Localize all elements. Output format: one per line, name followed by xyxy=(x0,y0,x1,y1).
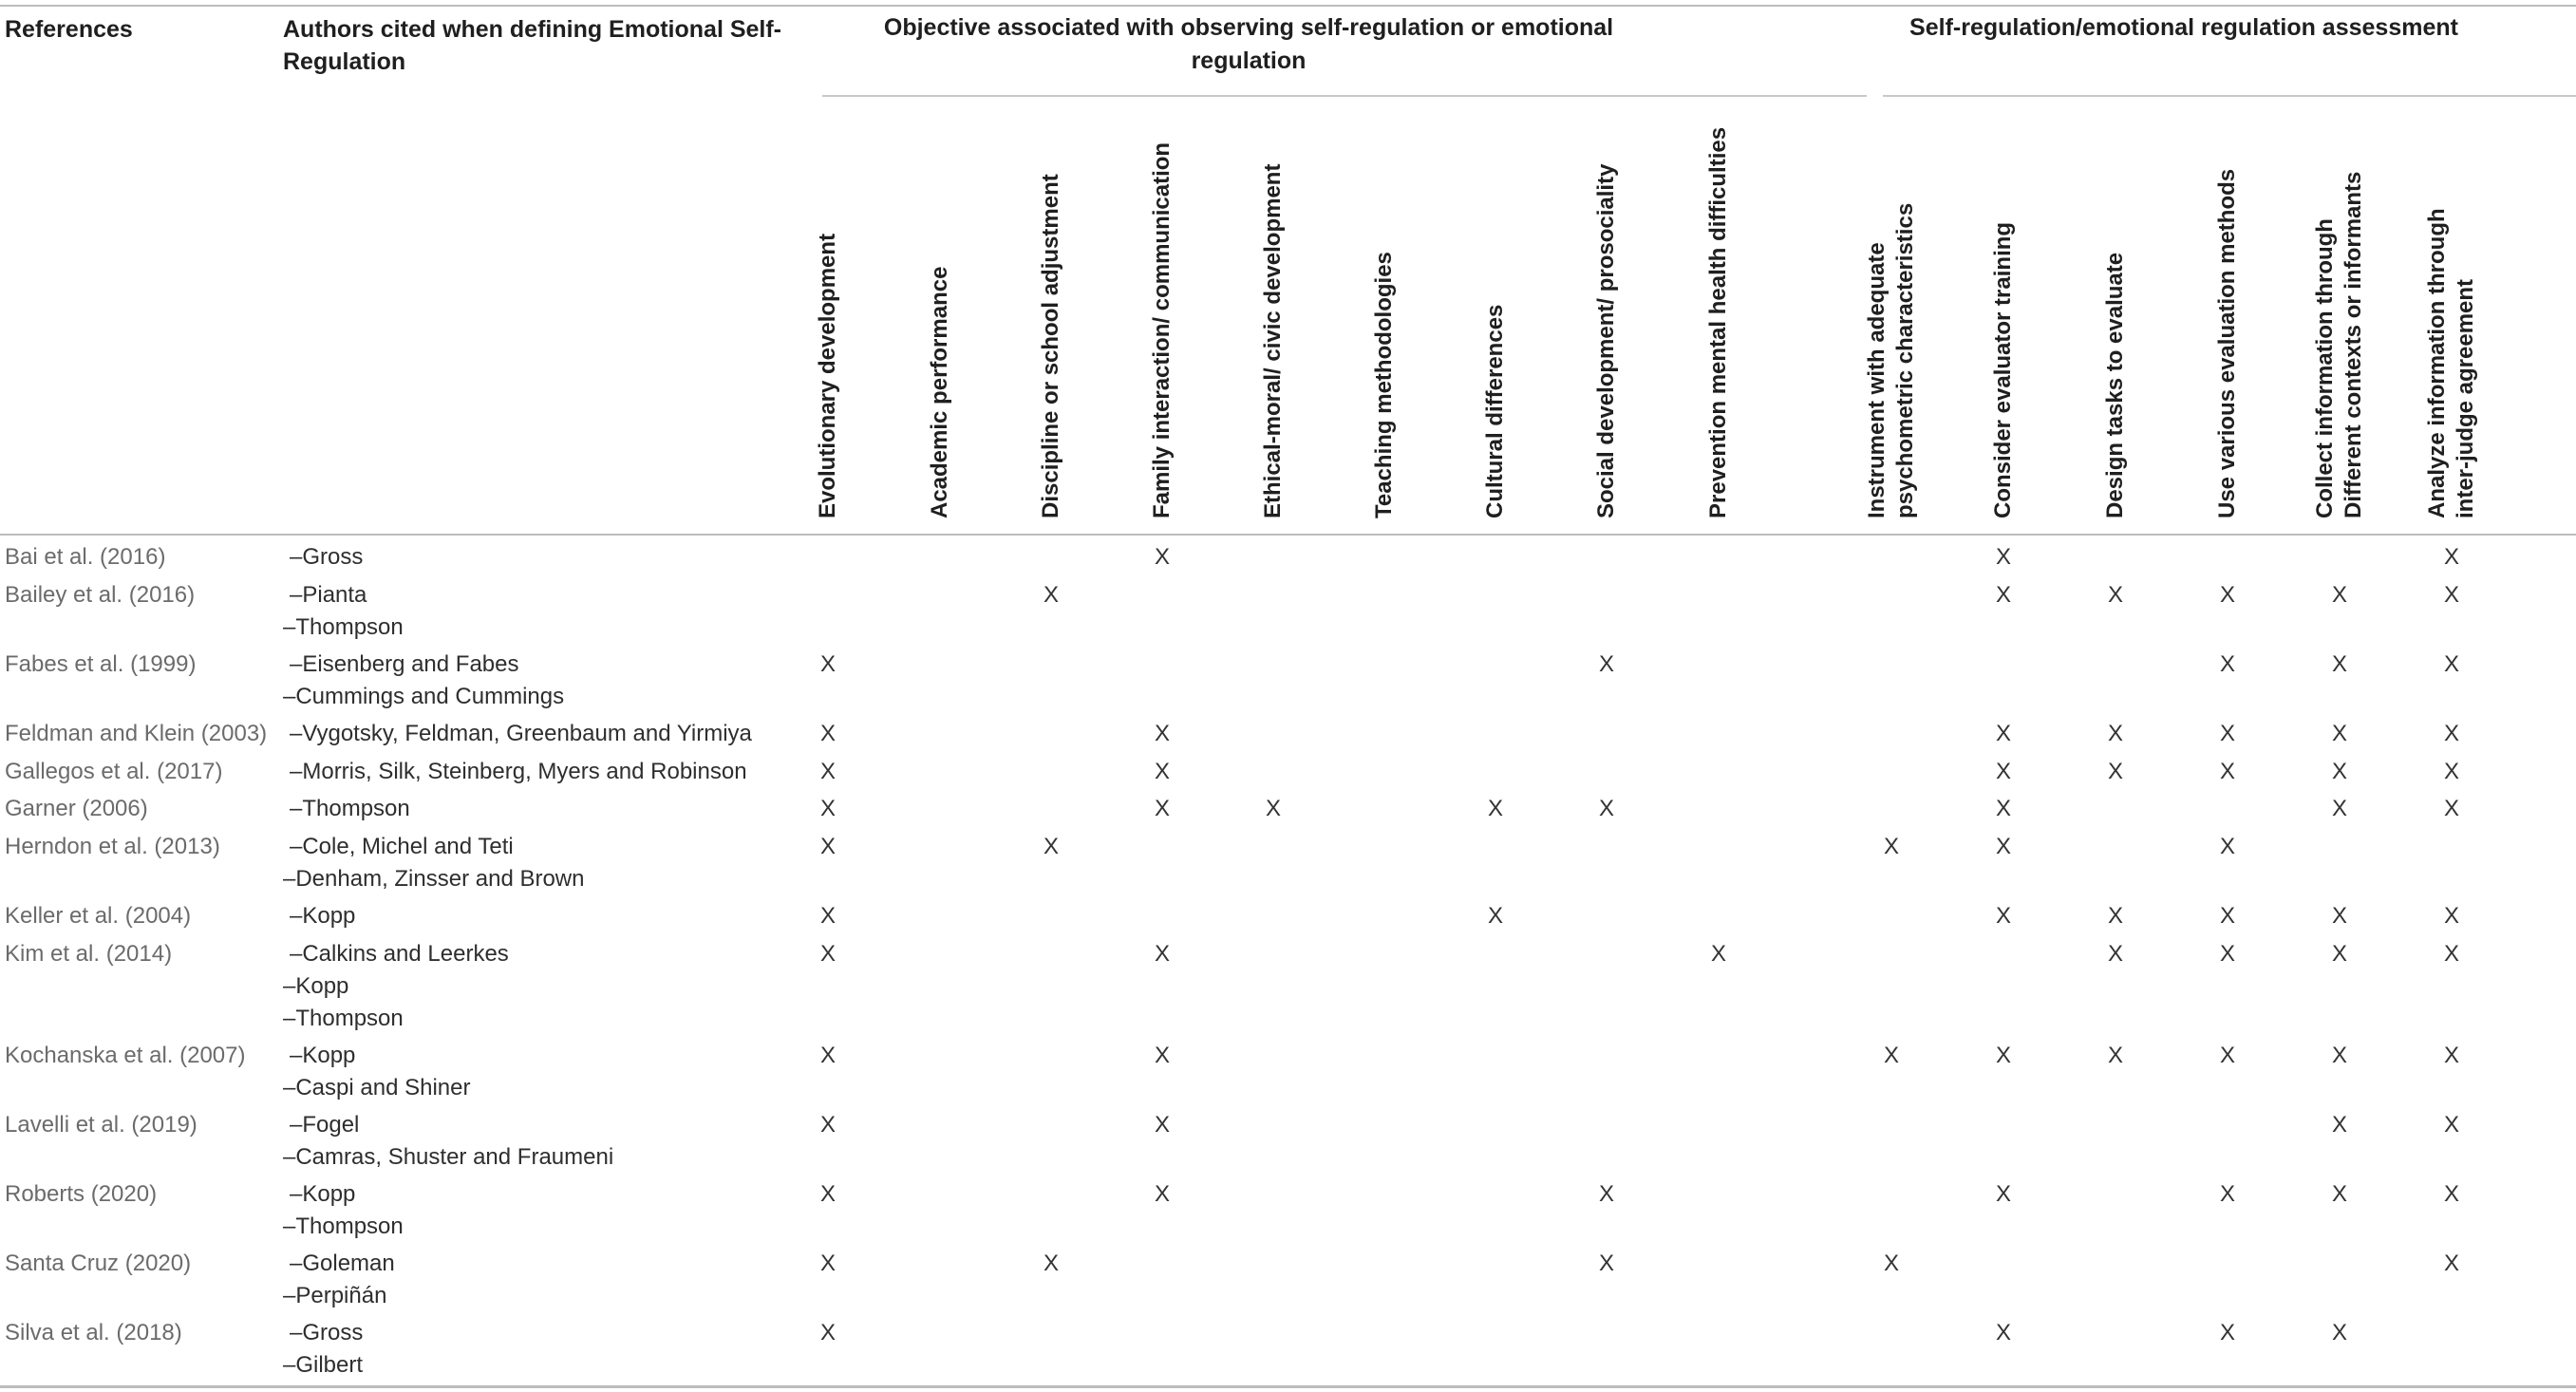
mark-x: X xyxy=(2331,796,2347,821)
author-line: –Pianta xyxy=(290,582,367,608)
mark-x: X xyxy=(2219,941,2235,967)
mark-x: X xyxy=(2219,1043,2235,1068)
mark-x: X xyxy=(819,651,836,677)
mark-x: X xyxy=(1487,796,1503,821)
mark-x: X xyxy=(2443,759,2459,784)
reference-cell: Kochanska et al. (2007) xyxy=(5,1043,246,1068)
table-row xyxy=(0,1248,2576,1312)
author-line: –Kopp xyxy=(290,903,356,929)
author-line: –Fogel xyxy=(290,1112,360,1138)
author-line: –Gilbert xyxy=(283,1352,364,1378)
author-line: –Cole, Michel and Teti xyxy=(290,834,514,859)
reference-cell: Keller et al. (2004) xyxy=(5,903,192,929)
author-line: –Gross xyxy=(290,1320,364,1345)
reference-cell: Santa Cruz (2020) xyxy=(5,1251,192,1276)
mark-x: X xyxy=(2219,1320,2235,1345)
mark-x: X xyxy=(1487,903,1503,929)
mark-x: X xyxy=(1154,721,1170,746)
mark-x: X xyxy=(819,1320,836,1345)
table-row xyxy=(0,1040,2576,1104)
mark-x: X xyxy=(1598,1181,1614,1207)
author-line: –Thompson xyxy=(283,1006,404,1031)
mark-x: X xyxy=(2331,582,2347,608)
table-row xyxy=(0,756,2576,788)
header-objective-group: Objective associated with observing self-regulation or emotional regulation xyxy=(883,14,1614,74)
column-header-label: Discipline or school adjustment xyxy=(1038,174,1063,518)
author-line: –Goleman xyxy=(290,1251,395,1276)
author-line: –Kopp xyxy=(283,973,349,999)
mark-x: X xyxy=(1598,796,1614,821)
mark-x: X xyxy=(2219,903,2235,929)
reference-cell: Garner (2006) xyxy=(5,796,148,821)
mark-x: X xyxy=(2331,1043,2347,1068)
reference-cell: Lavelli et al. (2019) xyxy=(5,1112,197,1138)
mark-x: X xyxy=(1154,941,1170,967)
column-header-label: Collect information through Different contexts or informants xyxy=(2312,171,2366,518)
author-line: –Denham, Zinsser and Brown xyxy=(283,866,585,892)
column-header-label: Evolutionary development xyxy=(815,233,840,518)
mark-x: X xyxy=(1710,941,1726,967)
column-header-label: Ethical-moral/ civic development xyxy=(1260,163,1286,518)
mark-x: X xyxy=(2331,1320,2347,1345)
mark-x: X xyxy=(2219,721,2235,746)
reference-cell: Herndon et al. (2013) xyxy=(5,834,220,859)
column-header-label: Prevention mental health difficulties xyxy=(1705,126,1731,518)
table-row xyxy=(0,579,2576,644)
column-header-label: Use various evaluation methods xyxy=(2214,168,2240,518)
mark-x: X xyxy=(819,1043,836,1068)
reference-cell: Bai et al. (2016) xyxy=(5,544,166,570)
column-header-label: Cultural differences xyxy=(1482,304,1508,518)
table-row xyxy=(0,938,2576,1035)
mark-x: X xyxy=(1995,544,2011,570)
column-header-label: Social development/ prosociality xyxy=(1593,163,1619,518)
mark-x: X xyxy=(1995,721,2011,746)
mark-x: X xyxy=(1995,582,2011,608)
author-line: –Thompson xyxy=(290,796,410,821)
mark-x: X xyxy=(1995,903,2011,929)
mark-x: X xyxy=(2331,1112,2347,1138)
author-line: –Kopp xyxy=(290,1043,356,1068)
table-row xyxy=(0,541,2576,574)
mark-x: X xyxy=(1995,759,2011,784)
mark-x: X xyxy=(2443,544,2459,570)
column-header-label: Academic performance xyxy=(927,266,952,518)
mark-x: X xyxy=(1883,1251,1899,1276)
mark-x: X xyxy=(2443,721,2459,746)
mark-x: X xyxy=(1598,1251,1614,1276)
mark-x: X xyxy=(2107,721,2123,746)
reference-cell: Fabes et al. (1999) xyxy=(5,651,197,677)
mark-x: X xyxy=(2331,721,2347,746)
mark-x: X xyxy=(2331,759,2347,784)
table-row xyxy=(0,831,2576,895)
author-line: –Calkins and Leerkes xyxy=(290,941,509,967)
mark-x: X xyxy=(1883,1043,1899,1068)
mark-x: X xyxy=(1043,582,1059,608)
column-header-label: Teaching methodologies xyxy=(1371,252,1397,518)
mark-x: X xyxy=(2443,1043,2459,1068)
column-header-label: Family interaction/ communication xyxy=(1149,141,1175,518)
column-header-label: Consider evaluator training xyxy=(1990,221,2016,518)
mark-x: X xyxy=(2443,582,2459,608)
author-line: –Caspi and Shiner xyxy=(283,1075,471,1100)
header-bottom-rule xyxy=(0,534,2576,536)
mark-x: X xyxy=(819,721,836,746)
mark-x: X xyxy=(819,759,836,784)
author-line: –Perpiñán xyxy=(283,1283,387,1308)
mark-x: X xyxy=(819,1251,836,1276)
mark-x: X xyxy=(1043,1251,1059,1276)
mark-x: X xyxy=(2443,1251,2459,1276)
mark-x: X xyxy=(2107,903,2123,929)
reference-cell: Roberts (2020) xyxy=(5,1181,158,1207)
mark-x: X xyxy=(1995,1181,2011,1207)
mark-x: X xyxy=(2219,651,2235,677)
column-header-label: Instrument with adequate psychometric characteristics xyxy=(1864,202,1918,518)
mark-x: X xyxy=(1265,796,1281,821)
mark-x: X xyxy=(2107,941,2123,967)
header-assessment-group: Self-regulation/emotional regulation assessment xyxy=(1909,14,2458,41)
mark-x: X xyxy=(1598,651,1614,677)
author-line: –Thompson xyxy=(283,614,404,640)
mark-x: X xyxy=(819,834,836,859)
assessment-group-rule xyxy=(1883,95,2576,97)
objective-group-rule xyxy=(822,95,1867,97)
mark-x: X xyxy=(1154,759,1170,784)
table-row xyxy=(0,900,2576,932)
author-line: –Morris, Silk, Steinberg, Myers and Robinson xyxy=(290,759,747,784)
column-header-label: Analyze information through inter-judge agreement xyxy=(2424,208,2478,518)
author-line: –Gross xyxy=(290,544,364,570)
mark-x: X xyxy=(819,1112,836,1138)
mark-x: X xyxy=(1154,544,1170,570)
mark-x: X xyxy=(2219,582,2235,608)
mark-x: X xyxy=(2219,834,2235,859)
mark-x: X xyxy=(1154,1181,1170,1207)
top-rule xyxy=(0,5,2576,7)
mark-x: X xyxy=(1995,796,2011,821)
header-references: References xyxy=(5,16,133,43)
reference-cell: Bailey et al. (2016) xyxy=(5,582,196,608)
mark-x: X xyxy=(2443,941,2459,967)
column-header-label: Design tasks to evaluate xyxy=(2102,252,2128,518)
mark-x: X xyxy=(819,796,836,821)
table-row xyxy=(0,1178,2576,1243)
mark-x: X xyxy=(1043,834,1059,859)
author-line: –Kopp xyxy=(290,1181,356,1207)
reference-cell: Kim et al. (2014) xyxy=(5,941,173,967)
mark-x: X xyxy=(2443,903,2459,929)
author-line: –Camras, Shuster and Fraumeni xyxy=(283,1144,614,1170)
bottom-rule xyxy=(0,1385,2576,1388)
mark-x: X xyxy=(2443,651,2459,677)
mark-x: X xyxy=(2443,1112,2459,1138)
table-row xyxy=(0,718,2576,750)
mark-x: X xyxy=(2219,1181,2235,1207)
mark-x: X xyxy=(819,903,836,929)
author-line: –Thompson xyxy=(283,1213,404,1239)
table-row xyxy=(0,1317,2576,1382)
reference-cell: Feldman and Klein (2003) xyxy=(5,721,268,746)
table-row xyxy=(0,1109,2576,1174)
table-row xyxy=(0,649,2576,713)
mark-x: X xyxy=(2219,759,2235,784)
author-line: –Vygotsky, Feldman, Greenbaum and Yirmiya xyxy=(290,721,752,746)
mark-x: X xyxy=(1995,834,2011,859)
mark-x: X xyxy=(2331,903,2347,929)
mark-x: X xyxy=(1883,834,1899,859)
mark-x: X xyxy=(1995,1320,2011,1345)
mark-x: X xyxy=(2331,651,2347,677)
mark-x: X xyxy=(819,1181,836,1207)
mark-x: X xyxy=(1154,1112,1170,1138)
mark-x: X xyxy=(2443,796,2459,821)
mark-x: X xyxy=(819,941,836,967)
author-line: –Eisenberg and Fabes xyxy=(290,651,519,677)
mark-x: X xyxy=(2443,1181,2459,1207)
header-authors: Authors cited when defining Emotional Self-Regulation xyxy=(283,16,782,75)
mark-x: X xyxy=(2107,582,2123,608)
mark-x: X xyxy=(2331,1181,2347,1207)
mark-x: X xyxy=(1154,1043,1170,1068)
mark-x: X xyxy=(1154,796,1170,821)
mark-x: X xyxy=(2331,941,2347,967)
mark-x: X xyxy=(2107,759,2123,784)
author-line: –Cummings and Cummings xyxy=(283,684,565,709)
table-row xyxy=(0,793,2576,825)
reference-cell: Gallegos et al. (2017) xyxy=(5,759,223,784)
mark-x: X xyxy=(2107,1043,2123,1068)
mark-x: X xyxy=(1995,1043,2011,1068)
reference-cell: Silva et al. (2018) xyxy=(5,1320,182,1345)
